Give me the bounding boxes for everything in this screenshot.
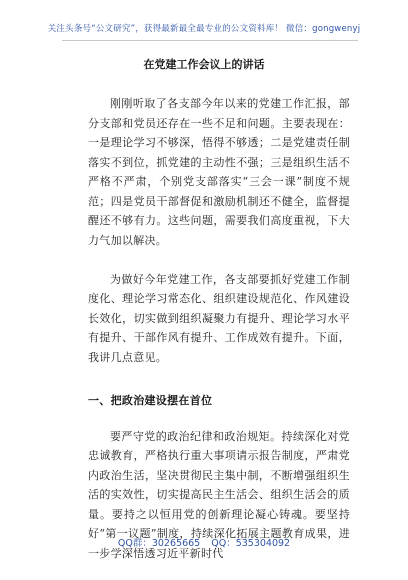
header-banner: 关注头条号“公文研究”，获得最新最全最专业的公文资料库！ 微信：gongwenyj	[47, 24, 361, 34]
document-title: 在党建工作会议上的讲话	[143, 58, 265, 71]
body-paragraph: 为做好今年党建工作，各支部要抓好党建工作制度化、理论学习常态化、组织建设规范化、作风建设长效化，切实做到组织凝聚力有提升、理论学习水平有提升、干部作风有提升、工作成效有提升。下面，我讲几点意见。	[88, 272, 350, 364]
document-body	[88, 94, 350, 563]
footer-qq-group: QQ群：30265665	[117, 538, 201, 549]
header-divider	[62, 40, 358, 41]
body-paragraph: 要严守党的政治纪律和政治规矩。持续深化对党忠诚教育，严格执行重大事项请示报告制度，严肃党内政治生活，坚决贯彻民主集中制，不断增强组织生活的实效性，切实提高民主生活会、组织生活会的质量。要持之以恒用党的创新理论凝心铸魂。要坚持好“第一议题”制度，持续深化拓展主题教育成果，进一步学深悟透习近平新时代	[88, 429, 350, 560]
section-heading: 一、把政治建设摆在首位	[88, 394, 213, 407]
body-paragraph: 刚刚听取了各支部今年以来的党建工作汇报，部分支部和党员还存在一些不足和问题。主要表现在：一是理论学习不够深，悟得不够透；二是党建责任制落实不到位，抓党建的主动性不强；三是组织生活不严格不严肃，个别党支部落实“三会一课”制度不规范；四是党员干部督促和激励机制还不健全，监督提醒还不够有力。这些问题，需要我们高度重视，下大力气加以解决。	[88, 97, 350, 247]
footer-contact	[0, 535, 408, 549]
footer-qq-number: QQ：535304092	[211, 538, 291, 549]
